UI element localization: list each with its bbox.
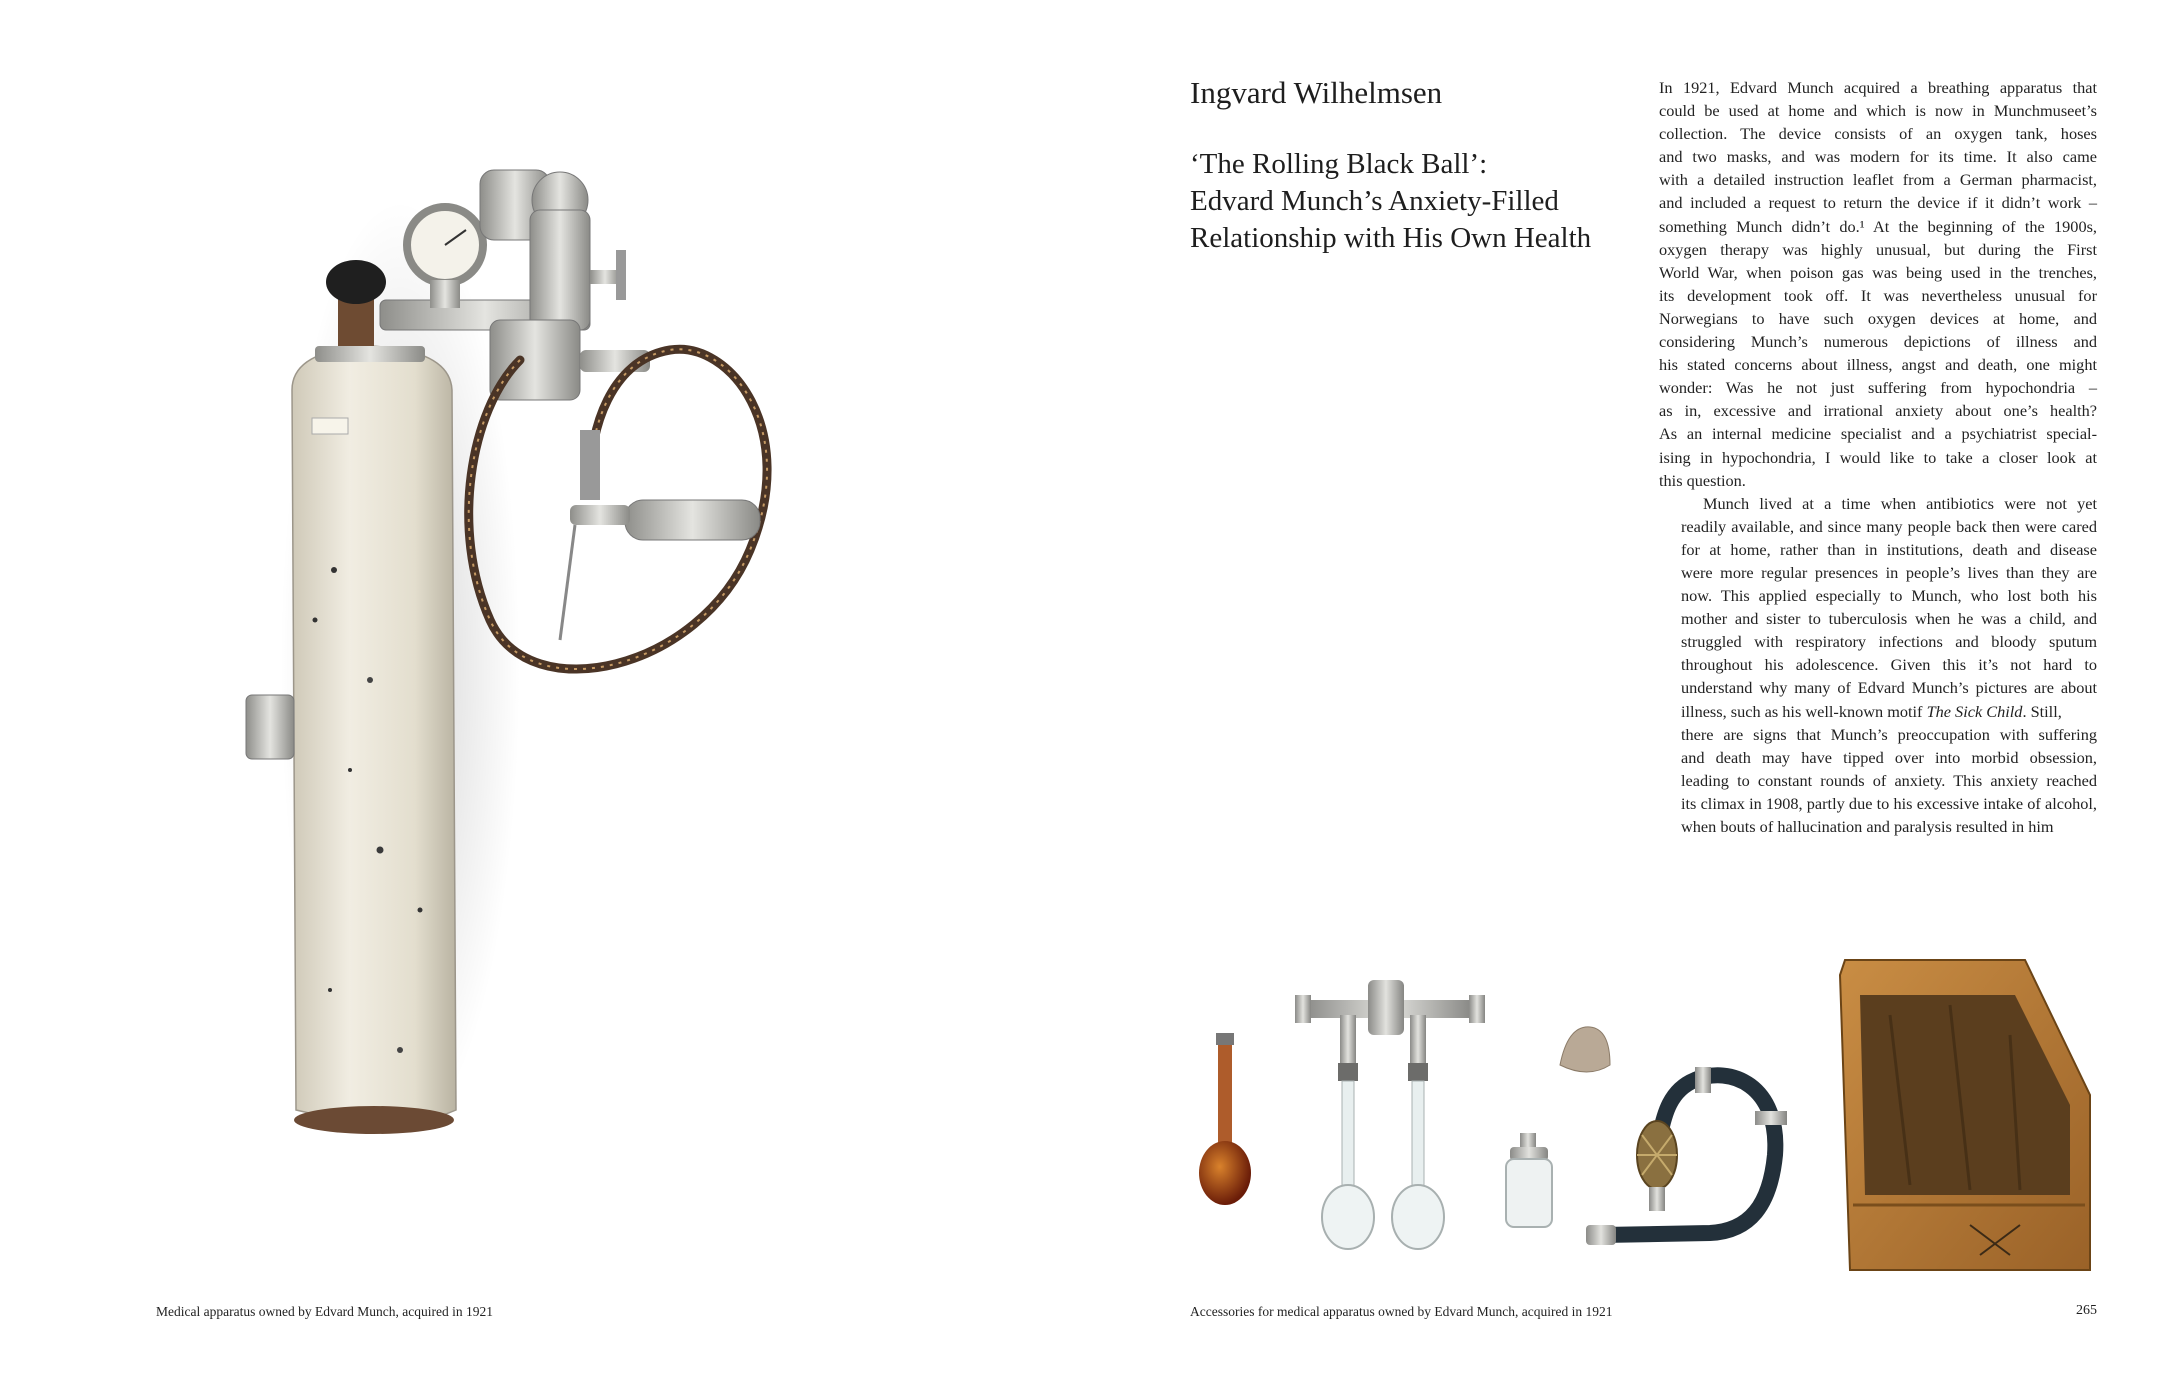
text-line: oxygen therapy was highly unusual, but during the First (1659, 239, 2097, 259)
text-line: now. This applied especially to Munch, who lost both his (1681, 586, 2097, 606)
oxygen-apparatus-photo (230, 150, 950, 1150)
text-line: understand why many of Edvard Munch’s pictures are about (1681, 678, 2097, 698)
text-line: In 1921, Edvard Munch acquired a breathing apparatus that (1659, 78, 2097, 97)
text-line: something Munch didn’t do.¹ At the beginning of the 1900s, (1659, 216, 2097, 236)
text-line: World War, when poison gas was being used in the trenches, (1659, 262, 2097, 282)
text-line: as in, excessive and irrational anxiety about one’s health? (1659, 401, 2097, 421)
article-title (1190, 146, 1591, 257)
text-line: and included a request to return the device if it didn’t work – (1659, 193, 2097, 213)
metal-mask-and-jar (1506, 1027, 1610, 1227)
text-line: his stated concerns about illness, angst and death, one might (1659, 355, 2097, 375)
text-line (1659, 700, 2097, 723)
text-line: were more regular presences in people’s lives than they are (1681, 562, 2097, 582)
text-line: throughout his adolescence. Given this it’s not hard to (1681, 655, 2097, 675)
text-line: for at home, rather than in institutions, death and disease (1681, 539, 2097, 559)
text-line: there are signs that Munch’s preoccupation with suffering (1681, 724, 2097, 744)
title-line: Edvard Munch’s Anxiety-Filled (1190, 185, 1559, 217)
artwork-title: The Sick Child (1926, 701, 2023, 721)
twin-glass-tubes (1295, 980, 1485, 1249)
figure-caption-left: Medical apparatus owned by Edvard Munch, acquired in 1921 (156, 1304, 494, 1319)
left-page (0, 0, 1084, 1400)
paragraph (1659, 76, 2097, 492)
text-line: and death may have tipped over into morbid obsession, (1681, 747, 2097, 767)
amber-glass-bulb (1199, 1033, 1251, 1205)
text-line: and two masks, and was modern for its time. It also came (1659, 147, 2097, 167)
text-line: As an internal medicine specialist and a psychiatrist special- (1659, 424, 2097, 444)
text-line: readily available, and since many people back then were cared (1681, 516, 2097, 536)
author-name: Ingvard Wilhelmsen (1190, 75, 1443, 110)
text-line: its development took off. It was nevertheless unusual for (1659, 285, 2097, 305)
text-line: ising in hypochondria, I would like to take a closer look at (1659, 447, 2097, 467)
title-line: ‘The Rolling Black Ball’: (1190, 148, 1488, 180)
text-line: mother and sister to tuberculosis when he was a child, and (1681, 609, 2097, 629)
text-line: wonder: Was he not just suffering from hypochondria – (1659, 378, 2097, 398)
paragraph (1659, 492, 2097, 838)
figure-caption-right: Accessories for medical apparatus owned by Edvard Munch, acquired in 1921 (1190, 1304, 1613, 1319)
article-body (1659, 76, 2097, 838)
wooden-box (1840, 960, 2090, 1270)
text-line: considering Munch’s numerous depictions of illness and (1659, 332, 2097, 352)
text-line: struggled with respiratory infections and bloody sputum (1681, 632, 2097, 652)
text-line: could be used at home and which is now in Munchmuseet’s (1659, 101, 2097, 121)
text-line: Norwegians to have such oxygen devices at home, and (1659, 308, 2097, 328)
text-line: Munch lived at a time when antibiotics were not yet (1703, 493, 2097, 513)
page-number: 265 (2076, 1303, 2097, 1318)
text-line: its climax in 1908, partly due to his excessive intake of alcohol, (1681, 793, 2097, 813)
text-line: collection. The device consists of an oxygen tank, hoses (1659, 124, 2097, 144)
oxygen-tank (246, 346, 456, 1134)
text-line-part: . Still, (2022, 701, 2062, 721)
title-line: Relationship with His Own Health (1190, 222, 1592, 254)
text-line: when bouts of hallucination and paralysis resulted in him (1681, 817, 2054, 836)
text-line: this question. (1659, 470, 1746, 490)
text-line: with a detailed instruction leaflet from a German pharmacist, (1659, 170, 2097, 190)
text-line-part: illness, such as his well-known motif (1681, 701, 1923, 721)
apparatus-accessories-photo (1190, 955, 2110, 1285)
rubber-hose-with-bulb (1586, 1067, 1787, 1245)
inhaler-nozzle (560, 430, 760, 640)
text-line: leading to constant rounds of anxiety. This anxiety reached (1681, 770, 2097, 790)
